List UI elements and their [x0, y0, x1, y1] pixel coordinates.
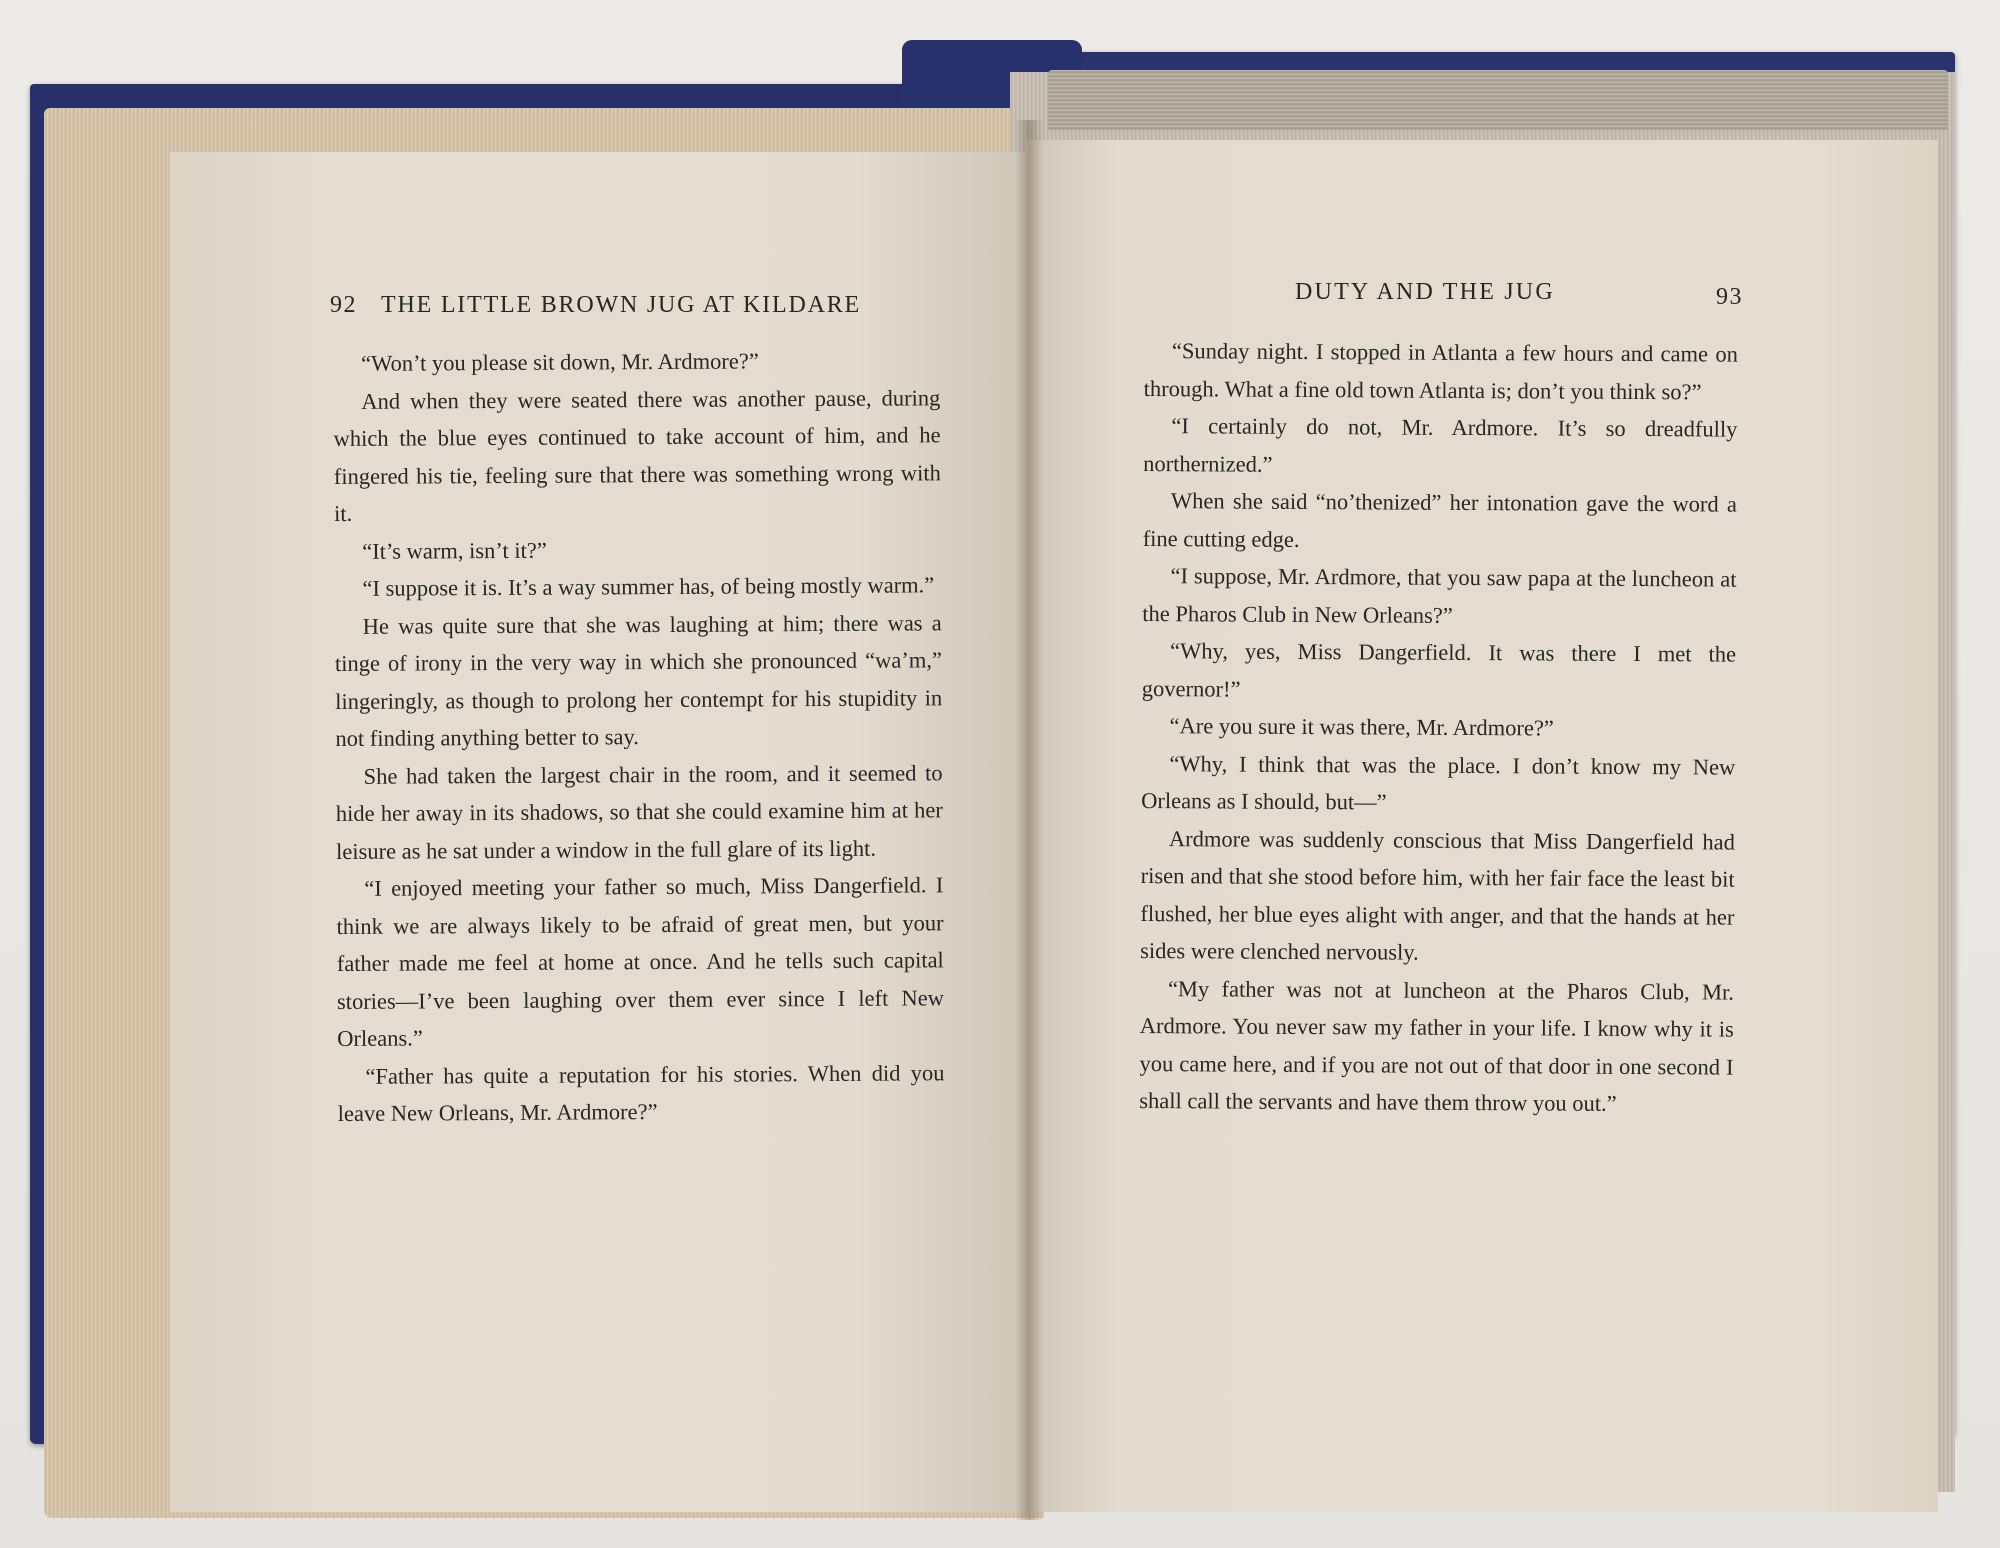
left-page-number: 92 — [330, 292, 357, 318]
paragraph: “Father has quite a reputation for his stories. When did you leave New Orleans, Mr. Ardmore?” — [337, 1059, 945, 1126]
paragraph: “I certainly do not, Mr. Ardmore. It’s so dreadfully northernized.” — [1143, 413, 1738, 477]
right-page-body — [1139, 332, 1738, 1123]
paragraph: She had taken the largest chair in the room, and it seemed to hide her away in its shadows, so that she could examine him at her leisure as he sat under a window in the full glare of its light. — [335, 759, 943, 864]
paragraph: Ardmore was suddenly conscious that Miss Dangerfield had risen and that she stood before him, with her fair face the least bit flushed, her blue eyes alight with anger, and that the hands at her sides were clenched nervously. — [1140, 825, 1735, 965]
paragraph: “My father was not at luncheon at the Pharos Club, Mr. Ardmore. You never saw my father in your life. I know why it is you came here, and if you are not out of that door in one second I shall call the servants and have them throw you out.” — [1139, 975, 1735, 1116]
paragraph: “I enjoyed meeting your father so much, Miss Dangerfield. I think we are always likely to be afraid of great men, but your father made me feel at home at once. And he tells such capital stories—I’ve been laughing over them ever since I left New Orleans.” — [336, 872, 945, 1051]
right-page-number: 93 — [1716, 284, 1743, 310]
paragraph: “Are you sure it was there, Mr. Ardmore?” — [1169, 713, 1554, 741]
paragraph: “Why, I think that was the place. I don’t know my New Orleans as I should, but—” — [1141, 750, 1736, 815]
left-running-header: THE LITTLE BROWN JUG AT KILDARE — [381, 292, 861, 318]
book-gutter — [1015, 120, 1043, 1520]
page-edges-top — [1048, 70, 1948, 130]
paragraph: “Sunday night. I stopped in Atlanta a few hours and came on through. What a fine old town Atlanta is; don’t you think so?” — [1143, 338, 1738, 404]
paragraph: “I suppose it is. It’s a way summer has, of being mostly warm.” — [362, 572, 935, 601]
paragraph: “Won’t you please sit down, Mr. Ardmore?” — [361, 348, 759, 376]
paragraph: “Why, yes, Miss Dangerfield. It was there I met the governor!” — [1141, 638, 1737, 702]
paragraph: When she said “no’thenized” her intonation gave the word a fine cutting edge. — [1142, 488, 1738, 552]
paragraph: He was quite sure that she was laughing at him; there was a tinge of irony in the very way in which she pronounced “wa’m,” lingeringly, as though to prolong her contempt for his stupidity in not finding anything better to say. — [334, 609, 943, 751]
left-page-body — [333, 341, 945, 1132]
paragraph: “It’s warm, isn’t it?” — [362, 537, 547, 564]
paragraph: And when they were seated there was another pause, during which the blue eyes continued to take account of him, and he fingered his tie, feeling sure that there was something wrong with it. — [333, 384, 941, 526]
right-running-header: DUTY AND THE JUG — [1295, 279, 1555, 305]
paragraph: “I suppose, Mr. Ardmore, that you saw papa at the luncheon at the Pharos Club in New Orleans?” — [1142, 563, 1737, 628]
